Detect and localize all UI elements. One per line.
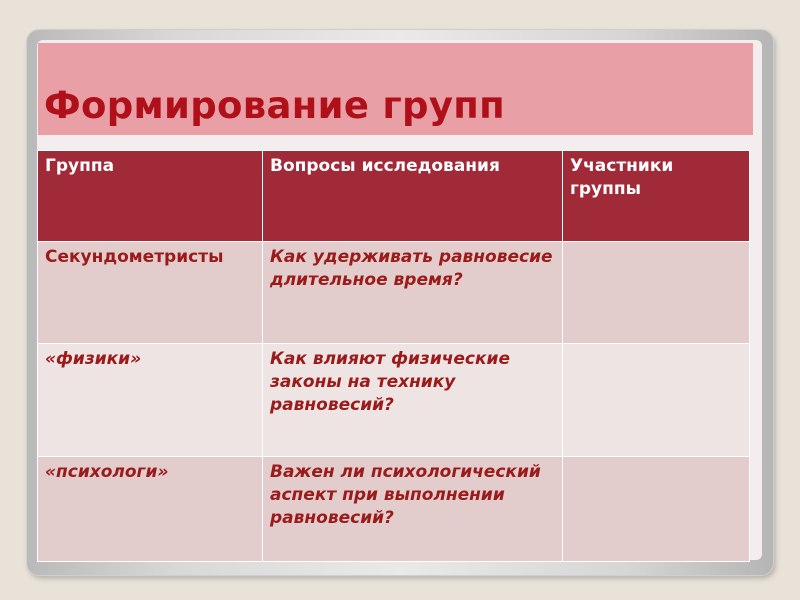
cell-participants[interactable] [563,242,750,344]
table-header-row [38,151,750,242]
header-group: Группа [38,151,263,242]
groups-table [37,150,750,562]
cell-group: «психологи» [38,457,263,562]
cell-participants[interactable] [563,344,750,457]
cell-question: Как влияют физические законы на технику равновесий? [263,344,563,457]
cell-question: Важен ли психологический аспект при выполнении равновесий? [263,457,563,562]
cell-group: Секундометристы [38,242,263,344]
table-row [38,344,750,457]
table-row [38,242,750,344]
header-participants: Участники группы [563,151,750,242]
table-row [38,457,750,562]
cell-group: «физики» [38,344,263,457]
header-questions: Вопросы исследования [263,151,563,242]
cell-question: Как удерживать равновесие длительное время? [263,242,563,344]
cell-participants[interactable] [563,457,750,562]
slide-title: Формирование групп [44,84,505,127]
